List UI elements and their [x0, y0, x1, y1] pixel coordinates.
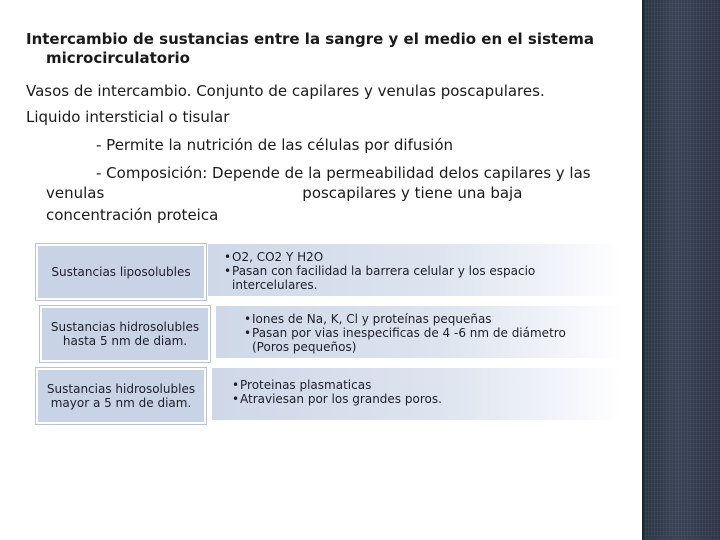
liquido-text: Liquido intersticial o tisular	[26, 108, 230, 126]
composicion-line-3: concentración proteica	[46, 206, 219, 224]
desc-liposolubles-item-2: • Pasan con facilidad la barrera celular y los espacio intercelulares.	[224, 264, 620, 292]
composicion-line-1: - Composición: Depende de la permeabilidad delos capilares y las	[96, 164, 591, 182]
row-hidrosolubles-5nm	[40, 306, 630, 362]
desc-hidrosolubles-5nm-item-1: • Iones de Na, K, Cl y proteínas pequeñas	[244, 312, 622, 326]
slide-title	[26, 30, 636, 68]
desc-hidrosolubles-mayor-item-2: • Atraviesan por los grandes poros.	[232, 392, 620, 406]
composicion-poscapilares: poscapilares y tiene una baja	[302, 184, 523, 202]
desc-hidrosolubles-5nm-item-2: • Pasan por vias inespecificas de 4 -6 nm de diámetro (Poros pequeños)	[244, 326, 622, 354]
vasos-text: Vasos de intercambio. Conjunto de capilares y venulas poscapulares.	[26, 82, 545, 100]
row-liposolubles	[36, 244, 626, 300]
label-hidrosolubles-mayor: Sustancias hidrosolubles mayor a 5 nm de diam.	[36, 368, 206, 424]
title-line-1: Intercambio de sustancias entre la sangre y el medio en el sistema	[26, 30, 595, 48]
composicion-venulas: venulas	[46, 184, 105, 202]
desc-hidrosolubles-mayor-item-1: • Proteinas plasmaticas	[232, 378, 620, 392]
label-hidrosolubles-5nm: Sustancias hidrosolubles hasta 5 nm de diam.	[40, 306, 210, 362]
desc-hidrosolubles-5nm	[216, 306, 622, 358]
desc-liposolubles-item-1: • O2, CO2 Y H2O	[224, 250, 620, 264]
decorative-side-band	[642, 0, 720, 540]
title-line-2: microcirculatorio	[46, 49, 190, 67]
label-liposolubles: Sustancias liposolubles	[36, 244, 206, 300]
permite-text: - Permite la nutrición de las células por difusión	[96, 136, 454, 154]
row-hidrosolubles-mayor	[36, 368, 626, 424]
desc-hidrosolubles-mayor	[212, 368, 620, 420]
desc-liposolubles	[208, 244, 620, 296]
composicion-line-2	[46, 184, 636, 203]
